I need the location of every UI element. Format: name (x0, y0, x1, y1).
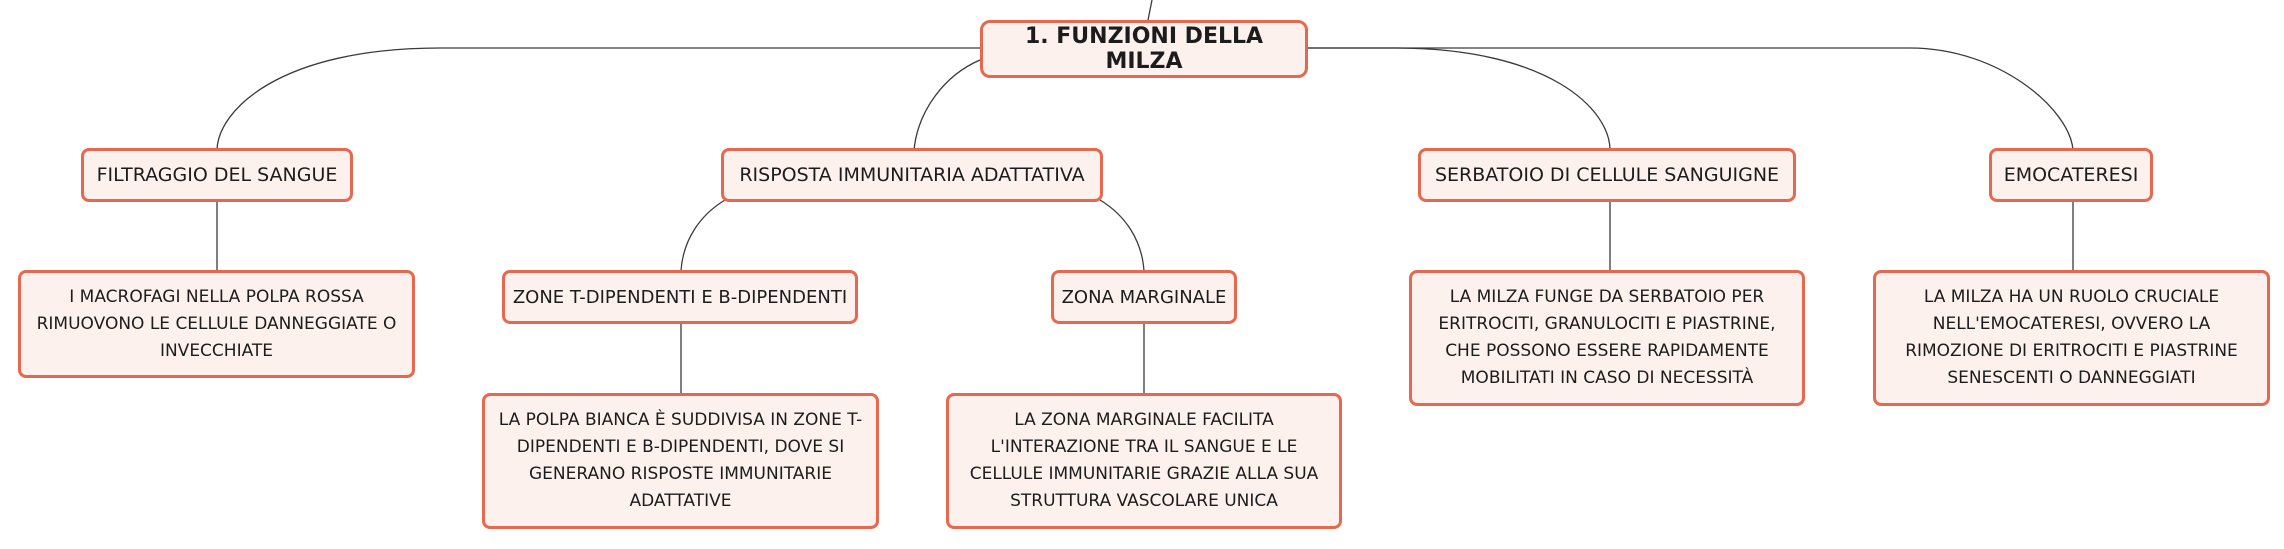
node-zona-marginale[interactable] (1051, 270, 1237, 324)
connector-parent-to-root (1148, 0, 1152, 20)
connector-root-to-serbatoio (1308, 48, 1610, 150)
desc-filtraggio-text: I MACROFAGI NELLA POLPA ROSSA RIMUOVONO LE CELLULE DANNEGGIATE O INVECCHIATE (36, 286, 397, 361)
connector-risposta-to-zone-t-b (681, 200, 725, 271)
connector-root-to-filtraggio (217, 48, 980, 150)
desc-serbatoio-text: LA MILZA FUNGE DA SERBATOIO PER ERITROCITI, GRANULOCITI E PIASTRINE, CHE POSSONO ESSERE RAPIDAMENTE MOBILITATI IN CASO DI NECESSITÀ (1438, 287, 1776, 388)
desc-emocateresi-text: LA MILZA HA UN RUOLO CRUCIALE NELL'EMOCATERESI, OVVERO LA RIMOZIONE DI ERITROCITI E PIASTRINE SENESCENTI O DANNEGGIATI (1905, 287, 2238, 388)
desc-marginale[interactable] (946, 393, 1342, 529)
node-risposta-immunitaria-adattativa[interactable] (721, 148, 1103, 202)
desc-emocateresi[interactable] (1873, 270, 2270, 406)
node-filtraggio-del-sangue[interactable] (81, 148, 353, 202)
root-node[interactable] (980, 20, 1308, 78)
node-risposta-label: RISPOSTA IMMUNITARIA ADATTATIVA (739, 164, 1085, 186)
connector-risposta-to-marginale (1100, 200, 1144, 271)
desc-zone-t-b[interactable] (482, 393, 879, 529)
node-serbatoio-di-cellule-sanguigne[interactable] (1418, 148, 1796, 202)
node-zone-t-b-label: ZONE T-DIPENDENTI E B-DIPENDENTI (512, 286, 848, 308)
desc-filtraggio[interactable] (18, 270, 415, 378)
connector-root-to-risposta (914, 60, 980, 150)
connector-root-to-emocateresi (1308, 48, 2073, 150)
node-serbatoio-label: SERBATOIO DI CELLULE SANGUIGNE (1434, 164, 1780, 186)
root-label: 1. FUNZIONI DELLA MILZA (1024, 24, 1264, 74)
desc-zone-t-b-text: LA POLPA BIANCA È SUDDIVISA IN ZONE T-DIPENDENTI E B-DIPENDENTI, DOVE SI GENERANO RISPOSTE IMMUNITARIE ADATTATIVE (498, 410, 863, 511)
node-emocateresi-label: EMOCATERESI (2003, 164, 2139, 186)
node-filtraggio-label: FILTRAGGIO DEL SANGUE (96, 164, 338, 186)
desc-marginale-text: LA ZONA MARGINALE FACILITA L'INTERAZIONE TRA IL SANGUE E LE CELLULE IMMUNITARIE GRAZIE ALLA SUA STRUTTURA VASCOLARE UNICA (969, 410, 1319, 511)
node-emocateresi[interactable] (1989, 148, 2153, 202)
node-zone-t-b-dipendenti[interactable] (502, 270, 858, 324)
desc-serbatoio[interactable] (1409, 270, 1805, 406)
node-marginale-label: ZONA MARGINALE (1061, 286, 1227, 308)
